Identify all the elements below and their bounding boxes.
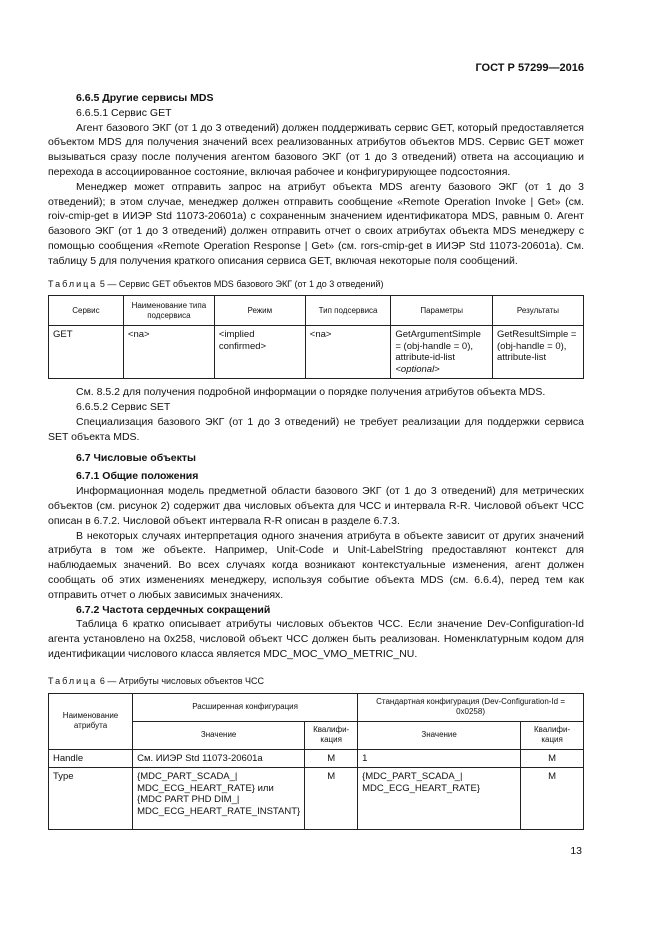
col-header-qual: Квалифи-кация — [521, 721, 584, 749]
section-heading-665: 6.6.5 Другие сервисы MDS — [76, 92, 214, 104]
paragraph: Специализация базового ЭКГ (от 1 до 3 отведений) не требует реализации для поддержки сервиса SET объекта MDS. — [48, 415, 584, 443]
col-header-name: Наименование атрибута — [49, 693, 133, 749]
col-header-extended: Расширенная конфигурация — [133, 693, 358, 721]
col-header: Результаты — [493, 296, 584, 326]
table-caption-text: 6 — Атрибуты числовых объектов ЧСС — [99, 675, 264, 686]
cell-name: Handle — [49, 749, 133, 768]
col-header: Тип подсервиса — [305, 296, 391, 326]
paragraph: Таблица 6 кратко описывает атрибуты числовых объектов ЧСС. Если значение Dev-Configuration-Id агента установлено на 0x258, числовой объект ЧСС должен быть реализован. Номенклатурным кодом для идентификации числового класса является MDC_MOC_VMO_METRIC_NU. — [48, 618, 584, 660]
table-caption-label: Таблица — [48, 278, 98, 289]
page-number: 13 — [570, 845, 582, 857]
cell-mode: <implied confirmed> — [214, 326, 305, 379]
subsection-6652: 6.6.5.2 Сервис SET — [76, 401, 171, 414]
paragraph: См. 8.5.2 для получения подробной информации о порядке получения атрибутов объекта MDS. — [76, 386, 546, 399]
table-caption-text: 5 — Сервис GET объектов MDS базового ЭКГ (от 1 до 3 отведений) — [99, 278, 384, 289]
table-5 — [48, 295, 584, 379]
document-standard-number: ГОСТ Р 57299—2016 — [475, 62, 584, 74]
paragraph: Информационная модель предметной области базового ЭКГ (от 1 до 3 отведений) для метрических объектов (см. рисунок 2) содержит два числовых объекта для ЧСС и интервала R-R. Числовой объект ЧСС описан в 6.7.2. Числовой объект интервала R-R описан в разделе 6.7.3. — [48, 485, 584, 527]
table6-caption — [48, 674, 584, 689]
col-header-value: Значение — [133, 721, 305, 749]
params-main: GetArgumentSimple = (obj-handle = 0), attribute-id-list — [395, 329, 481, 364]
cell-params — [391, 326, 493, 379]
col-header-value: Значение — [358, 721, 521, 749]
col-header-standard: Стандартная конфигурация (Dev-Configuration-Id = 0x0258) — [358, 693, 584, 721]
table-row — [49, 326, 584, 379]
cell-service: GET — [49, 326, 124, 379]
cell-std-value: 1 — [358, 749, 521, 768]
table-6 — [48, 693, 584, 831]
paragraph: Агент базового ЭКГ (от 1 до 3 отведений) должен поддерживать сервис GET, который предоставляется объектом MDS для получения значений всех реализованных атрибутов объектов MDS. Сервис GET может вызываться сразу после получения агентом базового ЭКГ (от 1 до 3 отведений) ответа на ассоциацию и перехода в ассоциированное состояние, включая рабочее и конфигурирующее подсостояния. — [48, 121, 584, 178]
params-optional: <optional> — [395, 363, 440, 375]
table-header-row — [49, 693, 584, 721]
table-row — [49, 768, 584, 830]
col-header: Наименование типа подсервиса — [123, 296, 214, 326]
cell-std-value: {MDC_PART_SCADA_| MDC_ECG_HEART_RATE} — [358, 768, 521, 830]
cell-ext-qual: M — [305, 749, 358, 768]
col-header-qual: Квалифи-кация — [305, 721, 358, 749]
cell-results: GetResultSimple = (obj-handle = 0), attribute-list — [493, 326, 584, 379]
page-content — [48, 91, 584, 830]
paragraph: В некоторых случаях интерпретация одного значения атрибута в объекте зависит от других значений атрибута в том же объекте. Например, Unit-Code и Unit-LabelString предоставляют контекст для наблюдаемых значений. Во всех случаях когда возникают контекстуальные изменения, агент должен сообщать об этих изменениях менеджеру, используя событие объекта MDS (см. 6.6.4), перед тем как отправить отчет о любых зависимых значениях. — [48, 529, 584, 601]
paragraph: Менеджер может отправить запрос на атрибут объекта MDS агенту базового ЭКГ (от 1 до 3 отведений); в этом случае, менеджер должен отправить сообщение «Remote Operation Invoke | Get» (см. roiv-cmip-get в ИИЭР Std 11073-20601а) с сохраненным значением идентификатора MDS, равным 0. Агент базового ЭКГ (от 1 до 3 отведений) должен отправить отчет о своих атрибутах объекта MDS менеджеру с помощью сообщения «Remote Operation Response | Get» (см. rors-cmip-get в ИИЭР Std 11073-20601а). См. таблицу 5 для получения краткого описания сервиса GET, включая некоторые поля сообщений. — [48, 180, 584, 267]
col-header: Параметры — [391, 296, 493, 326]
col-header: Режим — [214, 296, 305, 326]
section-heading-672: 6.7.2 Частота сердечных сокращений — [76, 603, 271, 616]
table-caption-label: Таблица — [48, 675, 98, 686]
cell-ext-qual: M — [305, 768, 358, 830]
cell-subtype-name: <na> — [123, 326, 214, 379]
section-heading-67: 6.7 Числовые объекты — [76, 451, 196, 464]
cell-std-qual: M — [521, 768, 584, 830]
cell-name: Type — [49, 768, 133, 830]
section-heading-671: 6.7.1 Общие положения — [76, 470, 199, 483]
table5-caption — [48, 277, 584, 292]
subsection-6651: 6.6.5.1 Сервис GET — [76, 106, 172, 119]
col-header: Сервис — [49, 296, 124, 326]
cell-std-qual: M — [521, 749, 584, 768]
cell-ext-value: {MDC_PART_SCADA_| MDC_ECG_HEART_RATE} или {MDC PART PHD DIM_| MDC_ECG_HEART_RATE_INSTANT} — [133, 768, 305, 830]
table-header-row — [49, 296, 584, 326]
cell-ext-value: См. ИИЭР Std 11073-20601а — [133, 749, 305, 768]
cell-subtype: <na> — [305, 326, 391, 379]
table-row — [49, 749, 584, 768]
